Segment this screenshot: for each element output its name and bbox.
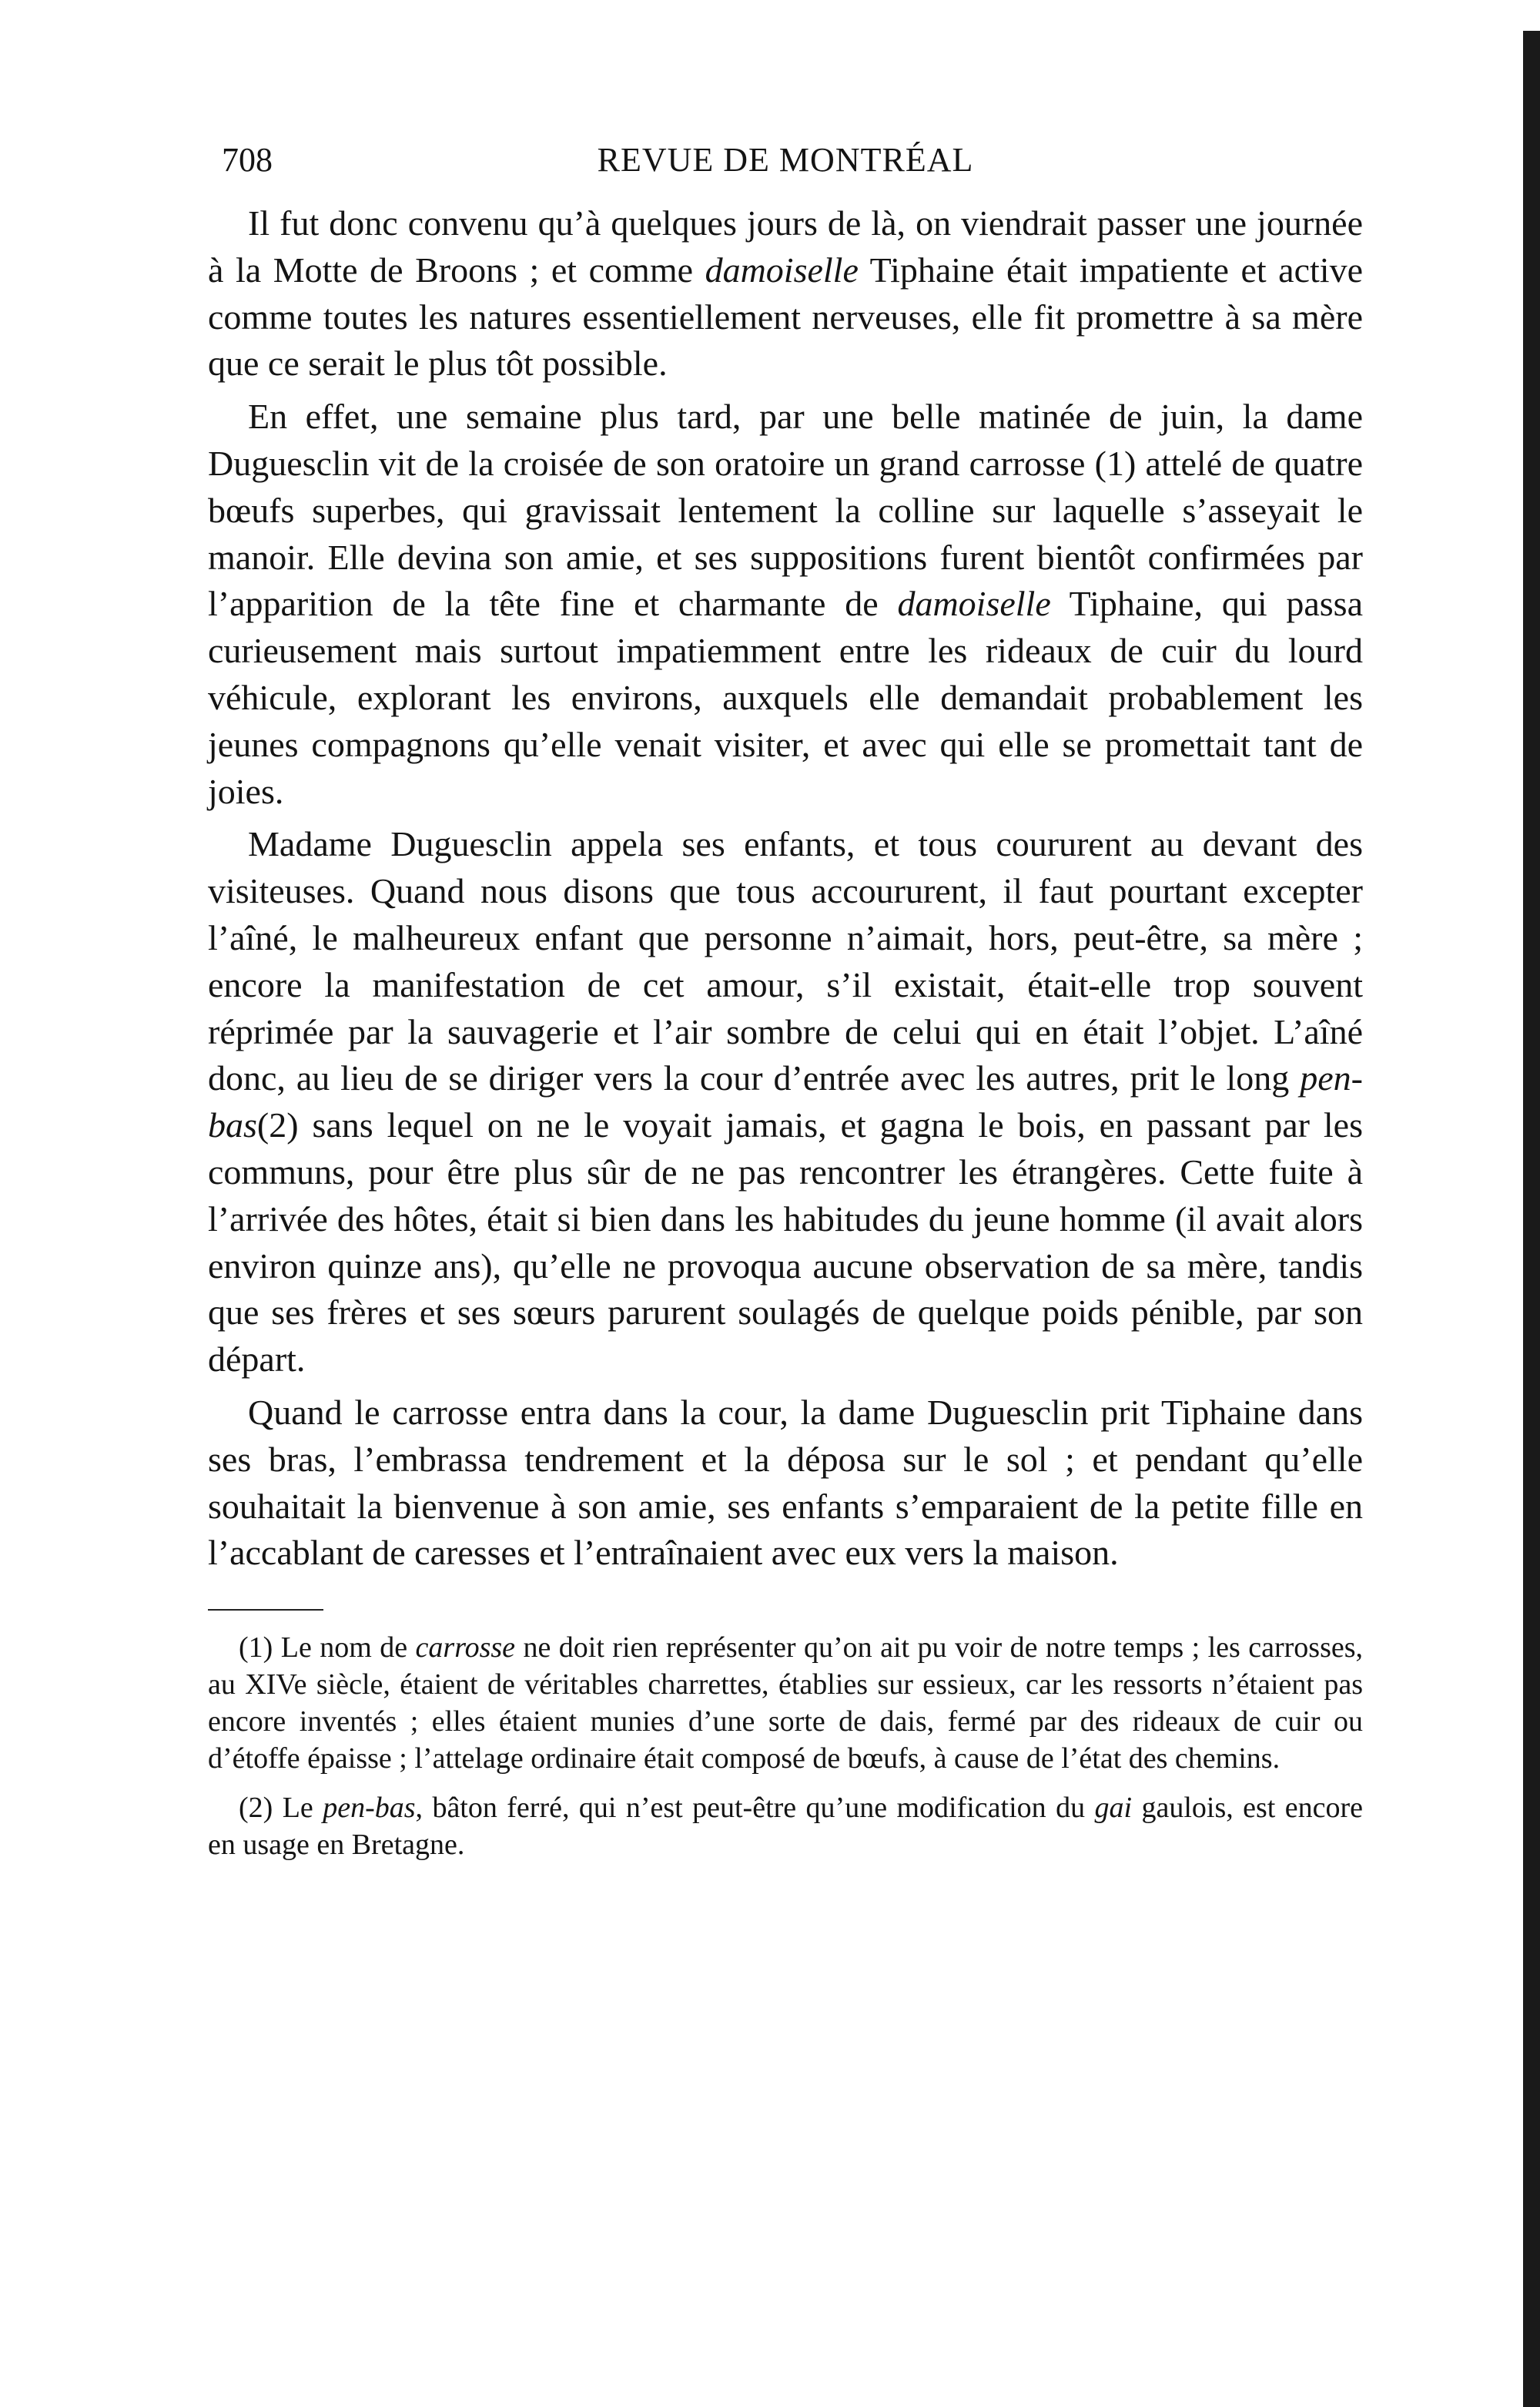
paragraph-2-italic-1: damoiselle xyxy=(897,584,1051,624)
footnote-1-text-a: (1) Le nom de xyxy=(239,1631,416,1664)
footnote-1 xyxy=(208,1629,1363,1777)
running-head: REVUE DE MONTRÉAL xyxy=(597,141,974,179)
footnote-1-text-b: ne doit rien représenter qu’on ait pu voir de notre temps ; les carrosses, au XIVe siècle, étaient de véritables charrettes, établies sur essieux, car les ressorts n’étaient pas encore inventés ; elles étaient munies d’une sorte de dais, fermé par des rideaux de cuir ou d’étoffe épaisse ; l’attelage ordinaire était composé de bœufs, à cause de l’état des chemins. xyxy=(208,1631,1364,1775)
paragraph-3-text-b: (2) sans lequel on ne le voyait jamais, et gagna le bois, en passant par les communs, pour être plus sûr de ne pas rencontrer les étrangères. Cette fuite à l’arrivée des hôtes, était si bien dans les habitudes du jeune homme (il avait alors environ quinze ans), qu’elle ne provoqua aucune observation de sa mère, tandis que ses frères et ses sœurs parurent soulagés de quelque poids pénible, par son départ. xyxy=(208,1105,1363,1379)
footnote-2-text-c: gaulois, est encore en usage en Bretagne. xyxy=(208,1792,1364,1862)
footnote-2-italic-2: gai xyxy=(1094,1792,1133,1825)
paragraph-1 xyxy=(208,200,1363,387)
paragraph-1-italic-1: damoiselle xyxy=(705,250,859,290)
paragraph-2 xyxy=(208,394,1363,815)
paragraph-4 xyxy=(208,1390,1363,1577)
paragraph-4-text-a: Quand le carrosse entra dans la cour, la dame Duguesclin prit Tiphaine dans ses bras, l’embrassa tendrement et la déposa sur le sol ; et pendant qu’elle souhaitait la bienvenue à son amie, ses enfants s’emparaient de la petite fille en l’accablant de caresses et l’entraînaient avec eux vers la maison. xyxy=(208,1392,1363,1573)
footnote-2 xyxy=(208,1789,1363,1863)
paragraph-2-text-a: En effet, une semaine plus tard, par une belle matinée de juin, la dame Duguesclin vit de la croisée de son oratoire un grand carrosse (1) attelé de quatre bœufs superbes, qui gravissait lentement la colline sur laquelle s’asseyait le manoir. Elle devina son amie, et ses suppositions furent bientôt confirmées par l’apparition de la tête fine et charmante de xyxy=(208,397,1363,624)
page-header xyxy=(208,131,1363,200)
paragraph-1-text-a: Il fut donc convenu qu’à quelques jours de là, on viendrait passer une journée à la Motte de Broons ; et comme xyxy=(208,203,1363,290)
paragraph-3-text-a: Madame Duguesclin appela ses enfants, et tous coururent au devant des visiteuses. Quand nous disons que tous accoururent, il faut pourtant excepter l’aîné, le malheureux enfant que personne n’aimait, hors, peut-être, sa mère ; encore la manifestation de cet amour, s’il existait, était-elle trop souvent réprimée par la sauvagerie et l’air sombre de celui qui en était l’objet. L’aîné donc, au lieu de se diriger vers la cour d’entrée avec les autres, prit le long xyxy=(208,824,1363,1098)
paragraph-3-italic-1: pen-bas xyxy=(208,1058,1363,1145)
footnote-2-text-a: (2) Le xyxy=(239,1792,323,1825)
footnote-2-italic-1: pen-bas xyxy=(323,1792,416,1825)
scan-edge-border xyxy=(1523,31,1540,2407)
footnote-rule xyxy=(208,1609,323,1611)
paragraph-1-text-b: Tiphaine était impatiente et active comme toutes les natures essentiellement nerveuses, elle fit promettre à sa mère que ce serait le plus tôt possible. xyxy=(208,250,1363,384)
paragraph-2-text-b: Tiphaine, qui passa curieusement mais surtout impatiemment entre les rideaux de cuir du lourd véhicule, explorant les environs, auxquels elle demandait probablement les jeunes compagnons qu’elle venait visiter, et avec qui elle se promettait tant de joies. xyxy=(208,584,1364,811)
footnote-1-italic-1: carrosse xyxy=(415,1631,516,1664)
footnote-2-text-b: , bâton ferré, qui n’est peut-être qu’une modification du xyxy=(415,1792,1095,1825)
page xyxy=(208,131,1363,1876)
paragraph-3 xyxy=(208,821,1363,1383)
page-number: 708 xyxy=(222,141,273,179)
